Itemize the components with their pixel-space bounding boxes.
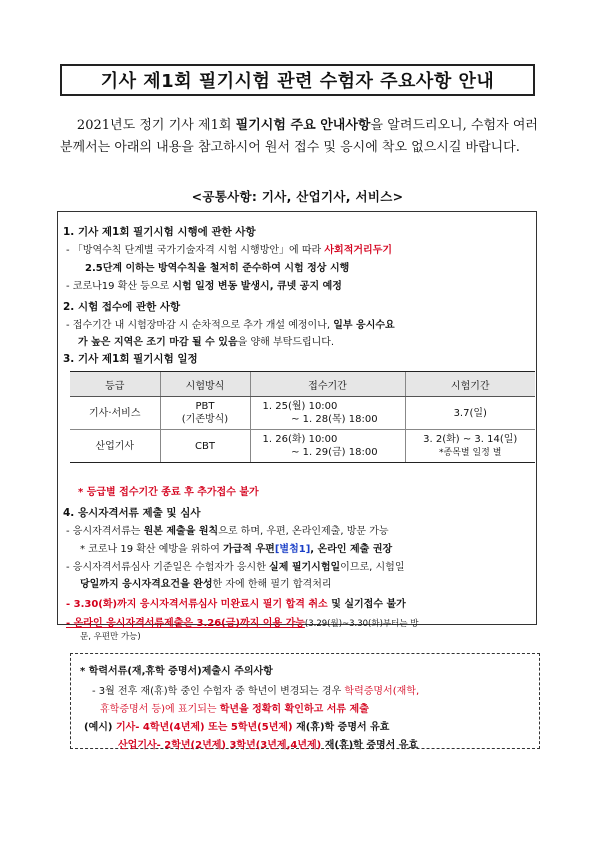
section-1-line-3	[66, 277, 342, 292]
note-l1a: - 3월 전후 재(휴)학 중인 수험자 중 학년이 변경되는 경우	[92, 686, 345, 697]
note-line-4	[118, 736, 418, 751]
cell-reg-start: 1. 26(화) 10:00	[262, 434, 338, 445]
th-registration: 접수기간	[250, 372, 405, 397]
intro-text-2: 을 알려드리오니, 수험자 여러분께서는 아래의 내용을 참고하시어 원서 접수 및 응시에 착오 없으시길 바랍니다.	[60, 118, 538, 155]
section-4-line-5	[66, 595, 406, 610]
section-1-line-1	[66, 241, 392, 256]
table-row	[70, 430, 535, 463]
section-3-heading: 3. 기사 제1회 필기시험 일정	[63, 353, 198, 365]
s4-l4a: 당일까지 응시자격요건을 완성	[80, 579, 213, 590]
s4-l5a: - 3.30(화)까지 응시자격서류심사 미완료시 필기 합격 취소	[66, 599, 328, 610]
s4-l1a: - 응시자격서류는	[66, 526, 144, 537]
section-4-line-7: 문, 우편만 가능)	[80, 632, 141, 642]
section-1-heading: 1. 기사 제1회 필기시험 시행에 관한 사항	[63, 226, 256, 238]
s2-l1b: 일부 응시수요	[333, 320, 395, 331]
section-4-line-1	[66, 522, 389, 537]
s4-l2a: * 코로나 19 확산 예방을 위하여	[80, 544, 224, 555]
s1-l3a: - 코로나19 확산 등으로	[66, 281, 173, 292]
note-l3c: 재(휴)학 증명서 유효	[292, 722, 390, 733]
cell-method-main: PBT	[195, 401, 215, 412]
s4-l3b: 실제 필기시험일	[269, 562, 341, 573]
s4-l1c: 으로 하며, 우편, 온라인제출, 방문 가능	[218, 526, 389, 537]
cell-reg-end: ~ 1. 28(목) 18:00	[291, 414, 378, 425]
s4-l6b: (3.29(월)~3.30(화)부터는 방	[304, 619, 419, 629]
intro-text-bold: 필기시험 주요 안내사항	[235, 118, 371, 133]
cell-method-main: CBT	[195, 440, 215, 452]
page-title: 기사 제1회 필기시험 관련 수험자 주요사항 안내	[100, 71, 495, 92]
cell-method	[160, 430, 250, 463]
cell-grade: 기사·서비스	[70, 397, 160, 430]
note-l3a: (예시)	[84, 722, 116, 733]
schedule-note: * 등급별 접수기간 종료 후 추가접수 불가	[78, 487, 259, 498]
note-l3b: 기사- 4학년(4년제) 또는 5학년(5년제)	[115, 722, 293, 733]
common-heading: <공통사항: 기사, 산업기사, 서비스>	[191, 189, 404, 204]
cell-exam	[405, 397, 535, 430]
note-l2b: 학년을 정확히 확인하고 서류 제출	[219, 704, 369, 715]
th-method: 시험방식	[160, 372, 250, 397]
section-4-line-3	[66, 558, 404, 573]
s2-l2b: 을 양해 부탁드립니다.	[237, 337, 335, 348]
section-1-line-2: 2.5단계 이하는 방역수칙을 철저히 준수하여 시험 정상 시행	[85, 263, 350, 274]
s1-l3b: 시험 일정 변동 발생시, 큐넷 공지 예정	[172, 281, 342, 292]
cell-reg-start: 1. 25(월) 10:00	[262, 401, 338, 412]
section-4-line-2	[80, 540, 392, 555]
cell-registration	[250, 430, 405, 463]
section-4-line-4	[80, 575, 332, 590]
s1-l1a: - 「방역수칙 단계별 국가기술자격 시험 시행방안」에 따라	[66, 245, 325, 256]
th-exam-period: 시험기간	[405, 372, 535, 397]
cell-exam	[405, 430, 535, 463]
cell-exam-sub: *종목별 일정 별	[439, 447, 502, 458]
schedule-table	[70, 371, 535, 463]
note-heading: * 학력서류(재,휴학 증명서)제출시 주의사항	[80, 666, 273, 677]
cell-exam-main: 3.7(일)	[453, 407, 487, 419]
note-l4a: 산업기사- 2학년(2년제) 3학년(3년제,4년제)	[118, 740, 322, 751]
section-4-heading: 4. 응시자격서류 제출 및 심사	[63, 507, 201, 519]
note-l2a: 휴학증명서 등)에 표기되는	[100, 704, 220, 715]
table-row	[70, 397, 535, 430]
th-grade: 등급	[70, 372, 160, 397]
cell-reg-end: ~ 1. 29(금) 18:00	[291, 447, 378, 458]
note-line-1	[92, 682, 419, 697]
note-line-3	[84, 718, 389, 733]
s2-l1a: - 접수기간 내 시험장마감 시 순차적으로 추가 개설 예정이나,	[66, 320, 334, 331]
s4-l2b: 가급적 우편	[223, 544, 275, 555]
note-l1b: 학력증명서(재학,	[344, 686, 420, 697]
cell-method	[160, 397, 250, 430]
s2-l2a: 가 높은 지역은 조기 마감 될 수 있음	[78, 337, 238, 348]
intro-text-1: 2021년도 정기 기사 제1회	[76, 118, 236, 133]
cell-grade: 산업기사	[70, 430, 160, 463]
s4-l5b: 및 실기접수 불가	[327, 599, 406, 610]
section-2-heading: 2. 시험 접수에 관한 사항	[63, 301, 181, 313]
s4-l1b: 원본 제출을 원칙	[143, 526, 219, 537]
s4-l4b: 한 자에 한해 필기 합격처리	[212, 579, 332, 590]
s4-l3c: 이므로, 시험일	[340, 562, 405, 573]
s4-l3a: - 응시자격서류심사 기준일은 수험자가 응시한	[66, 562, 270, 573]
cell-registration	[250, 397, 405, 430]
table-header-row	[70, 372, 535, 397]
note-line-2	[100, 700, 369, 715]
s1-l1b: 사회적거리두기	[324, 245, 393, 256]
cell-exam-main: 3. 2(화) ~ 3. 14(일)	[423, 433, 518, 445]
section-2-line-2	[78, 333, 334, 348]
intro-paragraph	[60, 115, 538, 159]
note-l4b: 재(휴)학 증명서 유효	[321, 740, 419, 751]
section-4-line-6	[66, 614, 418, 629]
attachment-1-link[interactable]: [별첨1]	[274, 544, 311, 555]
title-box	[60, 64, 535, 96]
cell-method-sub: (기존방식)	[181, 414, 229, 425]
s4-l2d: , 온라인 제출 권장	[310, 544, 393, 555]
section-2-line-1	[66, 316, 395, 331]
s4-l6a: - 온라인 응시자격서류제출은 3.26(금)까지 이용 가능	[66, 618, 305, 629]
